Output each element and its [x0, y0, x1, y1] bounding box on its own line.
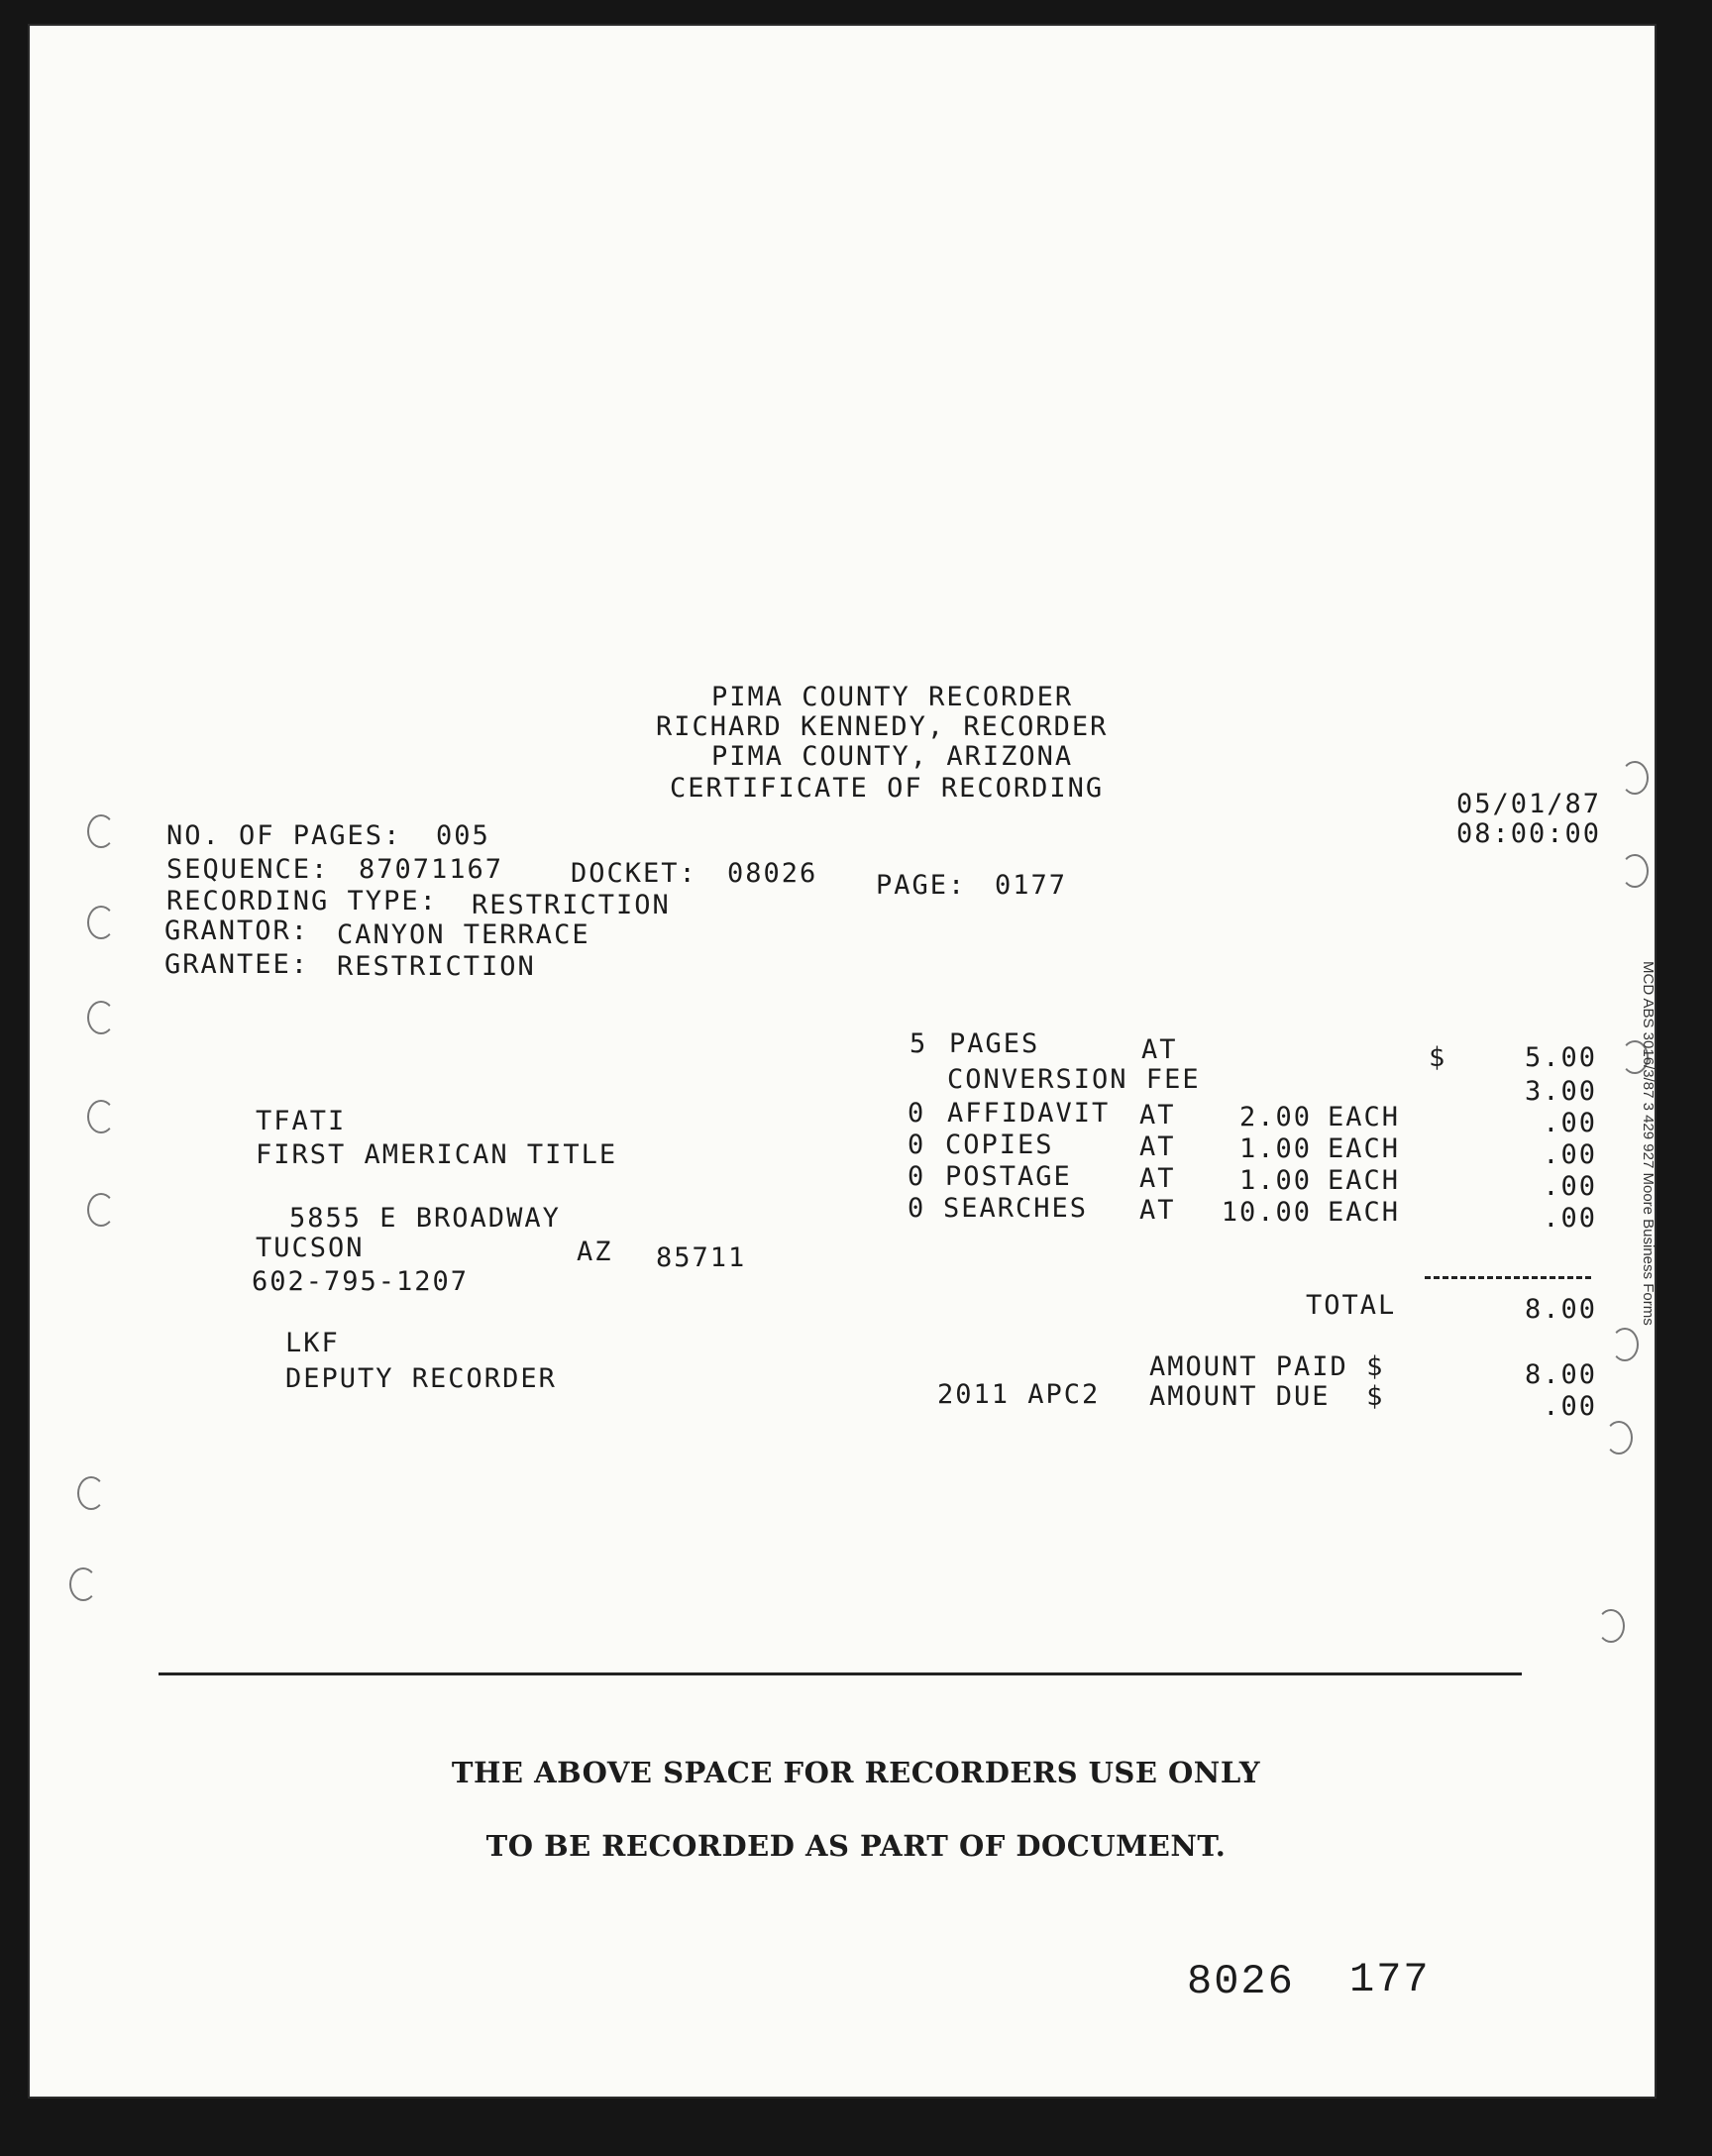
document-notice: TO BE RECORDED AS PART OF DOCUMENT.: [485, 1829, 1227, 1863]
feed-hole: [69, 1567, 97, 1601]
fee-amount: 3.00: [1524, 1076, 1597, 1107]
fee-at: AT: [1139, 1195, 1176, 1226]
amount-due-value: .00: [1543, 1391, 1597, 1422]
recorder-name: RICHARD KENNEDY, RECORDER: [656, 711, 1109, 742]
grantor-label: GRANTOR:: [164, 916, 310, 946]
addressee-code: TFATI: [256, 1106, 347, 1136]
deputy-title: DEPUTY RECORDER: [285, 1363, 557, 1394]
fee-item: POSTAGE: [945, 1161, 1072, 1192]
certificate-title: CERTIFICATE OF RECORDING: [670, 773, 1105, 804]
record-time: 08:00:00: [1456, 818, 1602, 849]
fee-qty: 5: [910, 1028, 928, 1059]
feed-hole: [1621, 761, 1649, 795]
addressee-state: AZ: [577, 1237, 613, 1267]
page-label: PAGE:: [876, 870, 967, 901]
form-margin-print: MCD ABS 3016/3/87 3 429 927 Moore Business Forms: [1640, 961, 1657, 1326]
recording-type-label: RECORDING TYPE:: [166, 886, 438, 916]
grantor-value: CANYON TERRACE: [337, 919, 590, 950]
total-label: TOTAL: [1306, 1290, 1397, 1321]
addressee-street: 5855 E BROADWAY: [289, 1203, 561, 1234]
grantee-value: RESTRICTION: [337, 951, 536, 982]
currency-symbol: $: [1429, 1042, 1447, 1073]
record-date: 05/01/87: [1456, 789, 1602, 819]
fee-each: EACH: [1328, 1133, 1401, 1164]
fee-amount: .00: [1543, 1108, 1597, 1138]
feed-hole: [1621, 854, 1649, 888]
terminal-id: 2011 APC2: [937, 1379, 1101, 1410]
fee-each: EACH: [1328, 1102, 1401, 1132]
addressee-company: FIRST AMERICAN TITLE: [256, 1139, 618, 1170]
feed-hole: [87, 814, 115, 848]
recorder-office: PIMA COUNTY RECORDER: [711, 682, 1074, 712]
feed-hole: [87, 1193, 115, 1227]
amount-paid-value: 8.00: [1524, 1359, 1597, 1390]
sequence-label: SEQUENCE:: [166, 854, 330, 885]
feed-hole: [77, 1476, 105, 1510]
fee-rate: 1.00: [1238, 1165, 1312, 1196]
addressee-phone: 602-795-1207: [252, 1266, 470, 1297]
pages-label: NO. OF PAGES:: [166, 820, 402, 851]
fee-rate: 1.00: [1238, 1133, 1312, 1164]
docket-label: DOCKET:: [571, 858, 697, 889]
fee-each: EACH: [1328, 1165, 1401, 1196]
docket-page-number: 177: [1349, 1956, 1431, 2003]
fee-qty: 0: [908, 1161, 926, 1192]
amount-due-label: AMOUNT DUE $: [1149, 1381, 1385, 1412]
fee-at: AT: [1139, 1163, 1176, 1194]
feed-hole: [1597, 1609, 1625, 1643]
feed-hole: [87, 906, 115, 939]
grantee-label: GRANTEE:: [164, 949, 310, 980]
pages-value: 005: [436, 820, 490, 851]
fee-at: AT: [1141, 1034, 1178, 1065]
recorder-area-rule: [159, 1672, 1522, 1675]
fee-amount: .00: [1543, 1203, 1597, 1234]
fee-qty: 0: [908, 1193, 926, 1224]
feed-hole: [1611, 1328, 1639, 1361]
sequence-value: 87071167: [359, 854, 504, 885]
fee-qty: 0: [908, 1130, 926, 1160]
fee-item: AFFIDAVIT: [947, 1098, 1111, 1129]
fee-rate: 2.00: [1238, 1102, 1312, 1132]
fee-item: CONVERSION FEE: [947, 1064, 1201, 1095]
fee-rate: 10.00: [1221, 1197, 1312, 1228]
deputy-initials: LKF: [285, 1328, 340, 1358]
total-divider: [1425, 1276, 1591, 1279]
fee-each: EACH: [1328, 1197, 1401, 1228]
fee-item: PAGES: [949, 1028, 1040, 1059]
addressee-zip: 85711: [656, 1242, 747, 1273]
fee-item: SEARCHES: [943, 1193, 1089, 1224]
recording-type-value: RESTRICTION: [472, 890, 671, 920]
feed-hole: [87, 1100, 115, 1133]
recorder-notice: THE ABOVE SPACE FOR RECORDERS USE ONLY: [451, 1756, 1261, 1789]
total-value: 8.00: [1524, 1294, 1597, 1325]
amount-paid-label: AMOUNT PAID $: [1149, 1351, 1385, 1382]
feed-hole: [87, 1001, 115, 1034]
page-value: 0177: [995, 870, 1068, 901]
docket-value: 08026: [727, 858, 818, 889]
county-state: PIMA COUNTY, ARIZONA: [711, 741, 1074, 772]
docket-book-number: 8026: [1187, 1958, 1295, 2005]
fee-item: COPIES: [945, 1130, 1054, 1160]
fee-at: AT: [1139, 1132, 1176, 1162]
fee-at: AT: [1139, 1100, 1176, 1131]
fee-amount: 5.00: [1524, 1042, 1597, 1073]
addressee-city: TUCSON: [256, 1233, 365, 1263]
fee-qty: 0: [908, 1098, 926, 1129]
fee-amount: .00: [1543, 1139, 1597, 1170]
feed-hole: [1605, 1421, 1633, 1455]
fee-amount: .00: [1543, 1171, 1597, 1202]
